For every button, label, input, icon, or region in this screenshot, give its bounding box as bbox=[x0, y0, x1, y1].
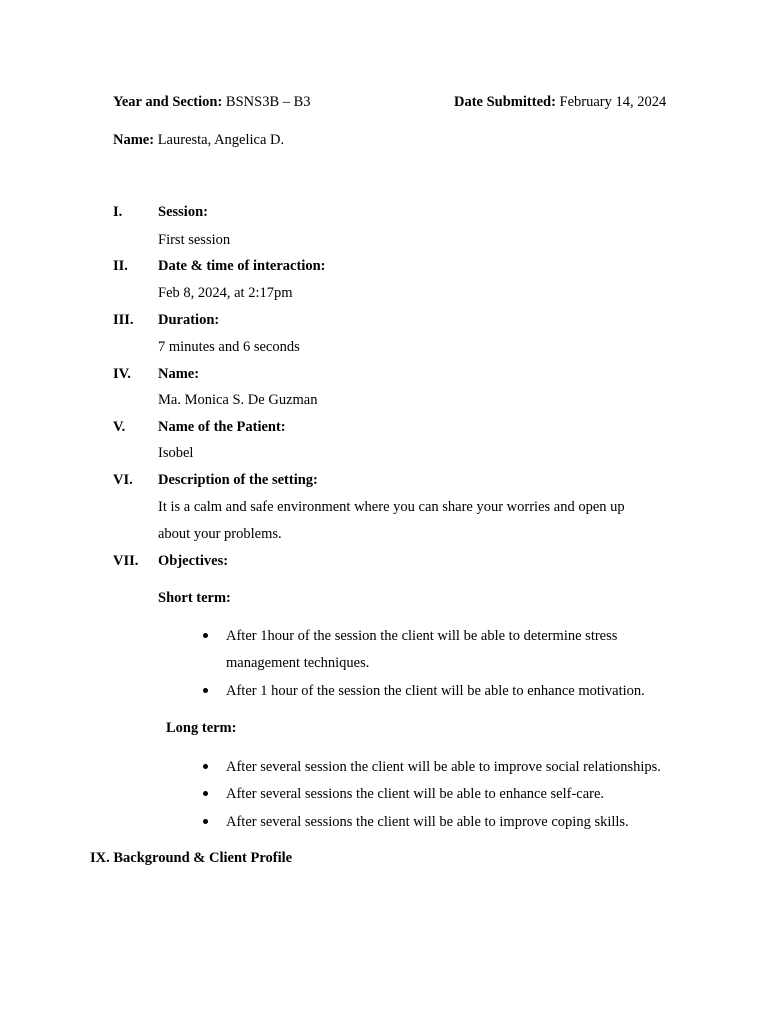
section-numeral: VII. bbox=[113, 553, 139, 569]
section-heading: Date & time of interaction: bbox=[158, 258, 326, 274]
section-numeral: III. bbox=[113, 312, 134, 328]
short-term-objective-continued: management techniques. bbox=[226, 655, 370, 671]
section-heading: Name of the Patient: bbox=[158, 419, 286, 435]
student-name-value: Lauresta, Angelica D. bbox=[157, 132, 285, 148]
section-heading: Duration: bbox=[158, 312, 220, 328]
year-section-value: BSNS3B – B3 bbox=[225, 94, 311, 110]
section-heading: Description of the setting: bbox=[158, 472, 318, 488]
section-body: It is a calm and safe environment where you can share your worries and open up bbox=[158, 499, 625, 515]
year-section-line bbox=[113, 95, 311, 110]
section-numeral: I. bbox=[113, 204, 123, 220]
section-numeral: VI. bbox=[113, 472, 133, 488]
bullet-icon bbox=[203, 819, 208, 824]
section-body: Ma. Monica S. De Guzman bbox=[158, 392, 318, 408]
short-term-label: Short term: bbox=[158, 590, 231, 606]
date-submitted-value: February 14, 2024 bbox=[559, 94, 667, 110]
bullet-icon bbox=[203, 764, 208, 769]
section-heading: Name: bbox=[158, 366, 200, 382]
long-term-objective: After several sessions the client will be able to enhance self-care. bbox=[226, 786, 605, 802]
short-term-objective: After 1 hour of the session the client will be able to enhance motivation. bbox=[226, 683, 645, 699]
long-term-objective: After several session the client will be able to improve social relationships. bbox=[226, 759, 661, 775]
section-numeral: II. bbox=[113, 258, 128, 274]
section-heading: Session: bbox=[158, 204, 208, 220]
date-submitted-label: Date Submitted: bbox=[454, 94, 556, 110]
date-submitted-line bbox=[454, 95, 666, 110]
year-section-label: Year and Section: bbox=[113, 94, 223, 110]
student-name-line bbox=[113, 133, 284, 148]
section-body: First session bbox=[158, 232, 231, 248]
section-body: Feb 8, 2024, at 2:17pm bbox=[158, 285, 293, 301]
section-numeral: IV. bbox=[113, 366, 131, 382]
short-term-objective: After 1hour of the session the client will be able to determine stress bbox=[226, 628, 618, 644]
bullet-icon bbox=[203, 791, 208, 796]
section-body: 7 minutes and 6 seconds bbox=[158, 339, 300, 355]
section-numeral: V. bbox=[113, 419, 126, 435]
section-body: Isobel bbox=[158, 445, 194, 461]
student-name-label: Name: bbox=[113, 132, 155, 148]
long-term-objective: After several sessions the client will be able to improve coping skills. bbox=[226, 814, 629, 830]
section-body: about your problems. bbox=[158, 526, 282, 542]
long-term-label: Long term: bbox=[166, 720, 237, 736]
bullet-icon bbox=[203, 688, 208, 693]
bullet-icon bbox=[203, 633, 208, 638]
section-ix-heading: IX. Background & Client Profile bbox=[90, 850, 293, 866]
section-heading: Objectives: bbox=[158, 553, 229, 569]
